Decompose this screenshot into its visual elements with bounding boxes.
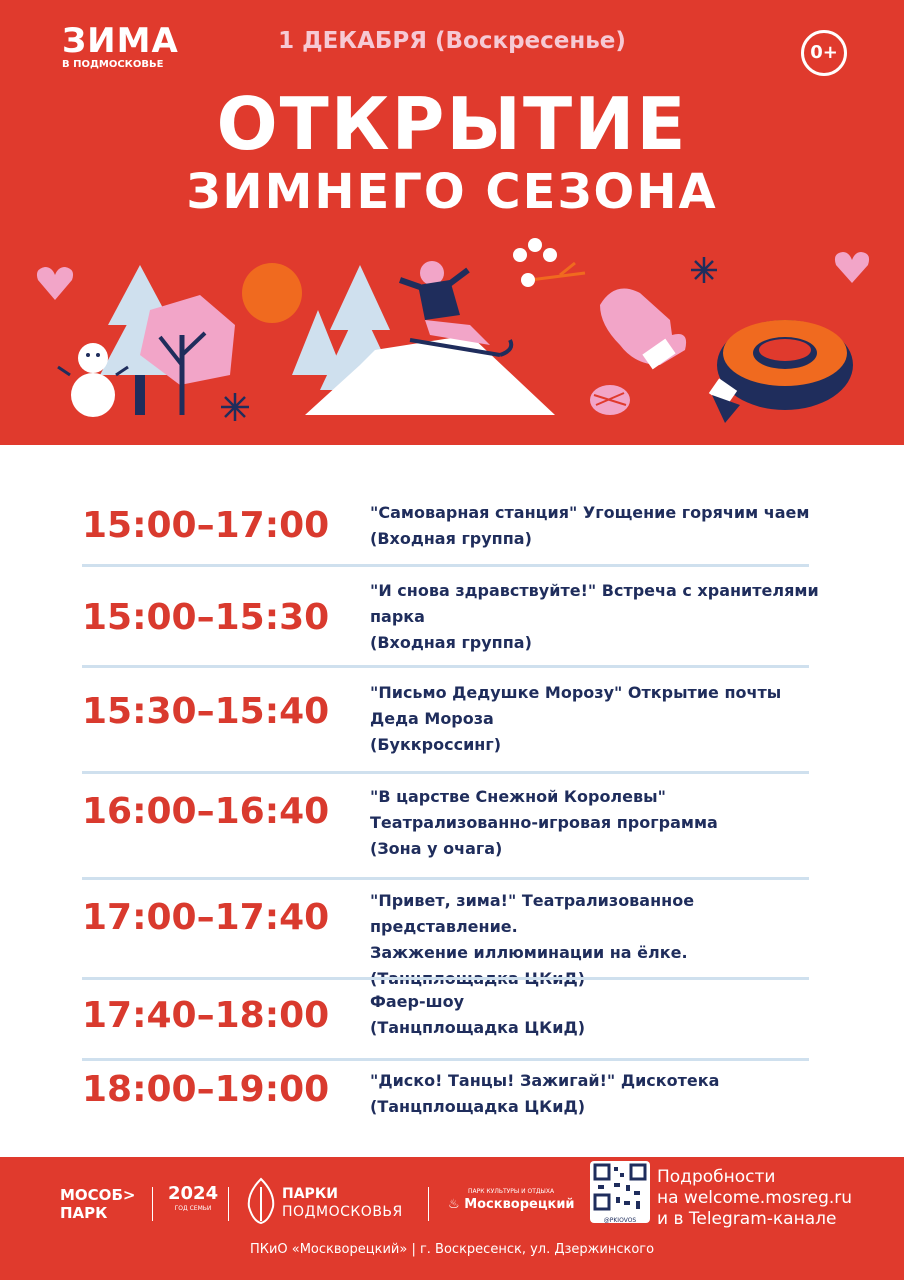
row-separator <box>82 877 809 880</box>
info-block <box>657 1167 852 1230</box>
row-separator <box>82 771 809 774</box>
schedule-description-line: парка <box>370 607 425 626</box>
schedule-time: 15:00–15:30 <box>82 597 330 638</box>
schedule-description <box>370 680 840 758</box>
parks-logo <box>282 1185 403 1221</box>
schedule-description-line: "И снова здравствуйте!" Встреча с хранителями <box>370 581 819 600</box>
mosobpark-logo-line2: ПАРК <box>60 1204 108 1222</box>
schedule-location: (Зона у очага) <box>370 839 503 858</box>
schedule-location: (Танцплощадка ЦКиД) <box>370 1097 586 1116</box>
year-of-family-logo <box>168 1183 218 1213</box>
schedule-description-line: Деда Мороза <box>370 709 494 728</box>
parks-leaf-icon <box>245 1177 277 1225</box>
address-right: г. Воскресенск, ул. Дзержинского <box>419 1242 655 1257</box>
address-divider: | <box>411 1242 420 1257</box>
schedule-description <box>370 500 840 552</box>
address-left: ПКиО «Москворецкий» <box>249 1242 408 1257</box>
snowflake-icon <box>221 393 249 421</box>
address-line <box>0 1242 904 1257</box>
schedule-description-line: Театрализованно-игровая программа <box>370 813 718 832</box>
mitten-icon <box>600 289 686 370</box>
pkio-logo <box>448 1187 575 1214</box>
info-line: и в Telegram-канале <box>657 1209 837 1229</box>
row-separator <box>82 977 809 980</box>
schedule-description-line: "В царстве Снежной Королевы" <box>370 787 666 806</box>
pkio-name-text: Москворецкий <box>464 1197 575 1212</box>
schedule-description-line: Фаер-шоу <box>370 992 465 1011</box>
row-separator <box>82 665 809 668</box>
schedule-description <box>370 784 840 862</box>
footer-divider <box>428 1187 429 1221</box>
schedule-description-line: Зажжение иллюминации на ёлке. <box>370 943 688 962</box>
qr-code-icon <box>590 1161 650 1213</box>
schedule-time: 15:30–15:40 <box>82 691 330 732</box>
schedule-location: (Входная группа) <box>370 529 532 548</box>
info-link[interactable]: на welcome.mosreg.ru <box>657 1188 853 1208</box>
mosobpark-logo-line1: МОСОБ> <box>60 1186 136 1204</box>
schedule-description-line: "Письмо Дедушке Морозу" Открытие почты <box>370 683 782 702</box>
tube-sled-icon <box>709 320 853 423</box>
heart-icon <box>835 252 869 283</box>
schedule-location: (Входная группа) <box>370 633 532 652</box>
header-banner <box>0 0 904 445</box>
schedule-location: (Танцплощадка ЦКиД) <box>370 1018 586 1037</box>
schedule-time: 17:40–18:00 <box>82 995 330 1036</box>
schedule-description <box>370 1068 840 1120</box>
zima-logo-title: ЗИМА <box>62 21 179 61</box>
pkio-name <box>448 1196 575 1214</box>
age-rating-badge: 0+ <box>801 30 847 76</box>
pink-tree-icon <box>140 295 235 415</box>
snowflake-icon <box>691 257 717 283</box>
event-date: 1 ДЕКАБРЯ (Воскресенье) <box>278 28 626 54</box>
qr-code[interactable] <box>590 1161 650 1223</box>
schedule-location: (Буккроссинг) <box>370 735 502 754</box>
schedule-description-line: "Привет, зима!" Театрализованное представление. <box>370 891 695 936</box>
schedule-description-line: "Самоварная станция" Угощение горячим чаем <box>370 503 810 522</box>
footer <box>0 1157 904 1280</box>
year-logo-number: 2024 <box>168 1183 219 1204</box>
info-line: Подробности <box>657 1167 776 1187</box>
schedule-time: 17:00–17:40 <box>82 897 330 938</box>
page-title-line2: ЗИМНЕГО СЕЗОНА <box>186 164 718 220</box>
berries-icon <box>513 238 585 287</box>
row-separator <box>82 1058 809 1061</box>
footer-divider <box>152 1187 153 1221</box>
zima-logo-subtitle: В ПОДМОСКОВЬЕ <box>62 59 164 70</box>
year-logo-caption: ГОД СЕМЬИ <box>174 1205 212 1212</box>
heart-icon <box>37 267 73 300</box>
orange-icon <box>242 263 302 323</box>
schedule-time: 18:00–19:00 <box>82 1069 330 1110</box>
flame-icon: ♨ <box>448 1197 465 1212</box>
parks-logo-line2: ПОДМОСКОВЬЯ <box>282 1204 403 1220</box>
pinecone-icon <box>590 385 630 415</box>
schedule-time: 16:00–16:40 <box>82 791 330 832</box>
schedule-description <box>370 578 840 656</box>
winter-illustration <box>0 225 904 445</box>
parks-logo-line1: ПАРКИ <box>282 1186 338 1202</box>
qr-caption: @PKIOVOS <box>603 1217 637 1224</box>
row-separator <box>82 564 809 567</box>
page-title-line1: ОТКРЫТИЕ <box>216 82 688 166</box>
schedule-description <box>370 989 840 1041</box>
footer-divider <box>228 1187 229 1221</box>
schedule-description-line: "Диско! Танцы! Зажигай!" Дискотека <box>370 1071 720 1090</box>
schedule-time: 15:00–17:00 <box>82 505 330 546</box>
pkio-caption: ПАРК КУЛЬТУРЫ И ОТДЫХА <box>468 1188 555 1195</box>
mosobpark-logo <box>60 1186 135 1222</box>
